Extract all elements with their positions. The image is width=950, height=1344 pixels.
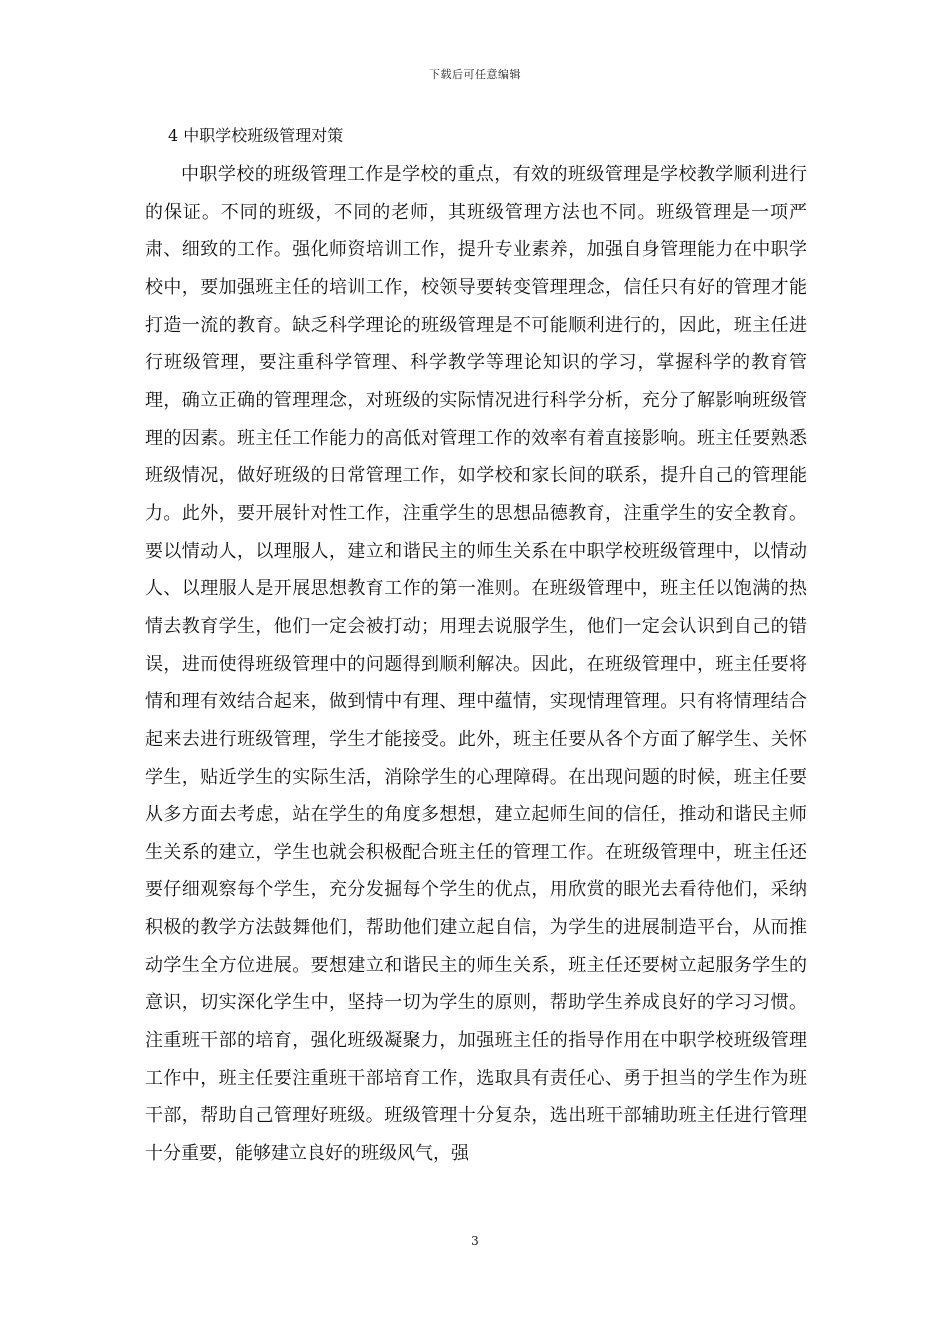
section-heading: 4 中职学校班级管理对策 (168, 126, 344, 145)
page-number: 3 (471, 1234, 479, 1248)
page-header: 下载后可任意编辑 (429, 68, 521, 81)
body-paragraph: 中职学校的班级管理工作是学校的重点，有效的班级管理是学校教学顺利进行的保证。不同的班级，不同的老师，其班级管理方法也不同。班级管理是一项严肃、细致的工作。强化师资培训工作，提升专业素养，加强自身管理能力在中职学校中，要加强班主任的培训工作，校领导要转变管理理念，信任只有好的管理才能打造一流的教育。缺乏科学理论的班级管理是不可能顺利进行的，因此，班主任进行班级管理，要注重科学管理、科学教学等理论知识的学习，掌握科学的教育管理，确立正确的管理理念，对班级的实际情况进行科学分析，充分了解影响班级管理的因素。班主任工作能力的高低对管理工作的效率有着直接影响。班主任要熟悉班级情况，做好班级的日常管理工作，如学校和家长间的联系，提升自己的管理能力。此外，要开展针对性工作，注重学生的思想品德教育，注重学生的安全教育。要以情动人，以理服人，建立和谐民主的师生关系在中职学校班级管理中，以情动人、以理服人是开展思想教育工作的第一准则。在班级管理中，班主任以饱满的热情去教育学生，他们一定会被打动；用理去说服学生，他们一定会认识到自己的错误，进而使得班级管理中的问题得到顺利解决。因此，在班级管理中，班主任要将情和理有效结合起来，做到情中有理、理中蕴情，实现情理管理。只有将情理结合起来去进行班级管理，学生才能接受。此外，班主任要从各个方面了解学生、关怀学生，贴近学生的实际生活，消除学生的心理障碍。在出现问题的时候，班主任要从多方面去考虑，站在学生的角度多想想，建立起师生间的信任，推动和谐民主师生关系的建立，学生也就会积极配合班主任的管理工作。在班级管理中，班主任还要仔细观察每个学生，充分发掘每个学生的优点，用欣赏的眼光去看待他们，采纳积极的教学方法鼓舞他们，帮助他们建立起自信，为学生的进展制造平台，从而推动学生全方位进展。要想建立和谐民主的师生关系，班主任还要树立起服务学生的意识，切实深化学生中，坚持一切为学生的原则，帮助学生养成良好的学习习惯。注重班干部的培育，强化班级凝聚力，加强班主任的指导作用在中职学校班级管理工作中，班主任要注重班干部培育工作，选取具有责任心、勇于担当的学生作为班干部，帮助自己管理好班级。班级管理十分复杂，选出班干部辅助班主任进行管理十分重要，能够建立良好的班级风气，强 (145, 164, 807, 1165)
